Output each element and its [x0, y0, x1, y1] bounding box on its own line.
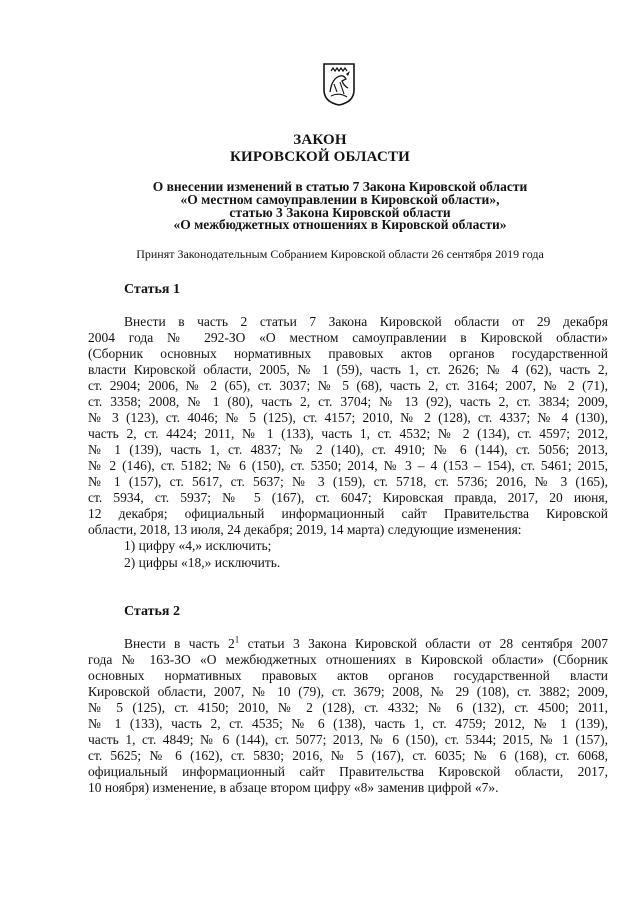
paragraph-superscript: 1 — [234, 634, 240, 645]
article-1-line: 12 декабря; официальный информационный сайт Правительства Кировской — [88, 506, 608, 521]
article-2-line: ст. 5625; № 6 (162), ст. 5830; 2016, № 5 (167), ст. 6035; № 6 (168), ст. 6068, — [88, 748, 608, 763]
article-1-line: ст. 3358; 2008, № 1 (80), часть 2, ст. 3704; № 13 (92), часть 2, ст. 3834; 2009, — [88, 394, 608, 409]
article-2-text: статьи 3 Закона Кировской области от 28 сентября 2007 — [239, 636, 608, 651]
article-1-line: № 1 (139), часть 1, ст. 4837; № 2 (140), ст. 4910; № 6 (144), ст. 5056; 2013, — [88, 442, 608, 457]
article-2-line: № 5 (125), ст. 4150; 2010, № 2 (128), ст. 4332; № 6 (132), ст. 4500; 2011, — [88, 700, 608, 715]
article-2-line: 10 ноября) изменение, в абзаце втором цифру «8» заменив цифрой «7». — [88, 780, 499, 795]
article-2-heading: Статья 2 — [124, 604, 180, 619]
article-1-line: № 2 (146), ст. 5182; № 6 (150), ст. 5350; 2014, № 3 – 4 (153 – 154), ст. 5461; 2015, — [88, 458, 608, 473]
article-1-line: (Сборник основных нормативных правовых актов органов государственной — [88, 346, 608, 361]
article-1-line: области, 2018, 13 июля, 24 декабря; 2019, 14 марта) следующие изменения: — [88, 522, 522, 537]
article-1-line: Внести в часть 2 статьи 7 Закона Кировской области от 29 декабря — [124, 314, 608, 329]
article-1-line: № 1 (157), ст. 5617, ст. 5637; № 3 (159), ст. 5718, ст. 5736; 2016, № 3 (165), — [88, 474, 608, 489]
article-1-heading: Статья 1 — [124, 282, 180, 297]
law-subject-line: О внесении изменений в статью 7 Закона Кировской области — [152, 179, 528, 194]
article-1-line: ст. 5934, ст. 5937; № 5 (167), ст. 6047; Кировская правда, 2017, 20 июня, — [88, 490, 608, 505]
article-2-line: № 1 (133), часть 2, ст. 4535; № 6 (138), часть 1, ст. 4759; 2012, № 1 (139), — [88, 716, 608, 731]
article-2-line: часть 1, ст. 4849; № 6 (144), ст. 5077; 2013, № 6 (150), ст. 5344; 2015, № 1 (157), — [88, 732, 608, 747]
amendment-item: 2) цифры «18,» исключить. — [124, 555, 281, 570]
coat-of-arms-icon — [322, 62, 356, 106]
article-1-line: власти Кировской области, 2005, № 1 (59), часть 1, ст. 2626; № 4 (62), часть 2, — [88, 362, 608, 377]
law-subject-line: статью 3 Закона Кировской области — [229, 205, 451, 220]
law-subject-line: «О межбюджетных отношениях в Кировской области» — [173, 217, 507, 232]
law-title: ЗАКОН — [293, 132, 347, 148]
law-subject-line: «О местном самоуправлении в Кировской области», — [180, 192, 500, 207]
article-1-line: 2004 года № 292-ЗО «О местном самоуправлении в Кировской области» — [88, 330, 608, 345]
article-2-line: Кировской области, 2007, № 10 (79), ст. 3679; 2008, № 29 (108), ст. 3882; 2009, — [88, 684, 608, 699]
law-region: КИРОВСКОЙ ОБЛАСТИ — [229, 149, 411, 165]
amendment-item: 1) цифру «4,» исключить; — [124, 538, 272, 553]
article-2-line: официальный информационный сайт Правительства Кировской области, 2017, — [88, 764, 608, 779]
article-1-line: часть 2, ст. 4424; 2011, № 1 (133), часть 1, ст. 4532; № 2 (134), ст. 4597; 2012, — [88, 426, 608, 441]
article-2-first-line — [124, 636, 608, 652]
article-2-line: года № 163-ЗО «О межбюджетных отношениях в Кировской области» (Сборник — [88, 652, 608, 667]
article-2-text: Внести в часть 2 — [124, 636, 235, 651]
article-2-line: основных нормативных правовых актов органов государственной власти — [88, 668, 608, 683]
article-1-line: ст. 2904; 2006, № 2 (65), ст. 3037; № 5 (68), часть 2, ст. 3164; 2007, № 2 (71), — [88, 378, 608, 393]
adoption-note: Принят Законодательным Собранием Кировской области 26 сентября 2019 года — [136, 247, 544, 261]
article-1-line: № 3 (123), ст. 4046; № 5 (125), ст. 4157; 2010, № 2 (128), ст. 4337; № 4 (130), — [88, 410, 608, 425]
